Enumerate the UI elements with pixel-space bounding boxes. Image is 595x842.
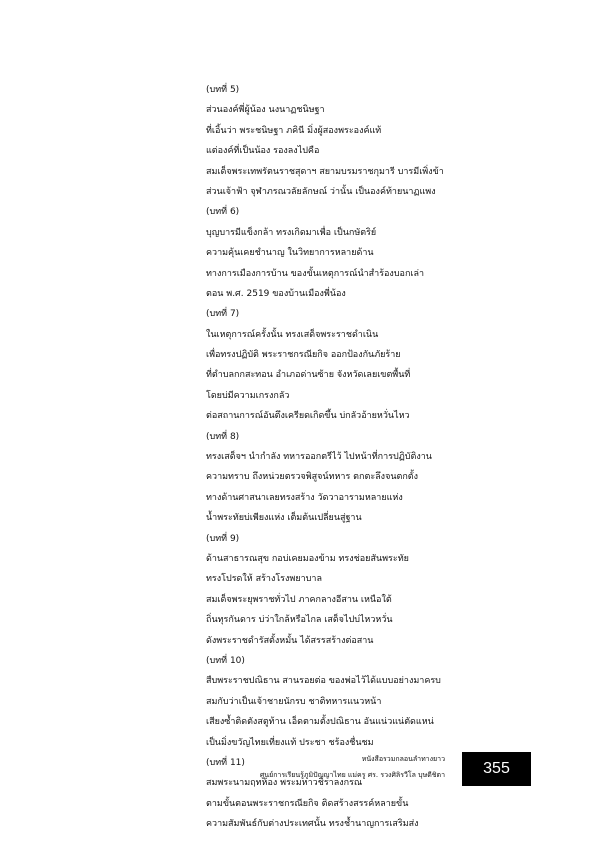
poem-line: ทางด้านศาสนาเลยทรงสร้าง วัดวาอารามหลายแห่ง	[206, 492, 403, 503]
page-number-box	[462, 752, 531, 786]
poem-line: ส่วนองค์พี่ผู้น้อง นงนาฏชนิษฐา	[206, 105, 325, 116]
poem-line: ความทราบ ถึงหน่วยตรวจพิสูจน์ทหาร ตกตะลึงจนตกตั้ง	[206, 472, 419, 483]
poem-line: สมเด็จพระเทพรัตนราชสุดาฯ สยามบรมราชกุมารี บารมีเพิ่งข้า	[206, 166, 444, 177]
poem-line: (บทที่ 6)	[206, 207, 240, 218]
poem-line: (บทที่ 7)	[206, 309, 240, 320]
poem-line: เป็นมิ่งขวัญไทยเที่ยงแท้ ประชา ชร้องชื่นชม	[206, 737, 374, 748]
poem-line: ทรงเสด็จฯ นำกำลัง ทหารออกตรีไว้ ไปหน้าที่การปฏิบัติงาน	[206, 452, 432, 463]
poem-line: (บทที่ 8)	[206, 431, 240, 442]
footer-organization: ศูนย์การเรียนรู้ภูมิปัญญาไทย แม่ครู ศร. รวงศิลิรวีโล บุษดีชิตา	[259, 771, 445, 779]
poem-body	[206, 80, 506, 834]
poem-line: (บทที่ 9)	[206, 533, 240, 544]
poem-line: สืบพระราชปณิธาน สานรอยต่อ ของพ่อไว้ได้แบบอย่างมาครบ	[206, 676, 441, 687]
poem-line: สมกับว่าเป็นเจ้าชายนักรบ ชาติทหารแนวหน้า	[206, 696, 382, 707]
poem-line: ทางการเมืองการบ้าน ของขั้นเหตุการณ์นำสำร้องบอกเล่า	[206, 268, 425, 279]
poem-line: ต่อสถานการณ์อันตึงเครียดเกิดขึ้น บ่กลัวอ้ายหวั่นไหว	[206, 411, 410, 422]
poem-line: โดยบ่มีความเกรงกลัว	[206, 390, 290, 401]
footer-book-title: หนังสือรวมกลอนลำทางยาว	[361, 755, 445, 763]
poem-line: เสียงซ้ำติดตังสตูท้าน เอ็ดตามตั้งปณิธาน อันแน่วแน่ตัดแหน่	[206, 717, 434, 728]
poem-line: บุญบารมีแข็งกล้า ทรงเกิดมาเพื่อ เป็นกษัตริย์	[206, 227, 377, 238]
poem-line: ส่วนเจ้าฟ้า จุฬาภรณวลัยลักษณ์ ว่านั้น เป็นองค์ท้ายนาฏแพง	[206, 186, 436, 197]
poem-line: ความคุ้นเคยชำนาญ ในวิทยาการหลายด้าน	[206, 248, 374, 259]
poem-line: ความสัมพันธ์กับต่างประเทศนั้น ทรงช้ำนาญการเสริมส่ง	[206, 819, 419, 830]
poem-line: แต่องค์ที่เป็นน้อง รองลงไปคือ	[206, 146, 320, 157]
poem-line: ในเหตุการณ์ครั้งนั้น ทรงเสด็จพระราชดำเนิน	[206, 329, 379, 340]
page-number: 355	[483, 760, 510, 777]
poem-line: เพื่อทรงปฏิบัติ พระราชกรณียกิจ ออกป้องกันภัยร้าย	[206, 350, 401, 361]
poem-line: ที่ตำบลกกสะทอน อำเภอด่านซ้าย จังหวัดเลยเขตพื้นที่	[206, 370, 411, 381]
poem-line: ทรงโปรดให้ สร้างโรงพยาบาล	[206, 574, 322, 585]
poem-line: น้ำพระทัยบ่เพียงแห่ง เต็มต้นเปลี่ยนสู่ฐาน	[206, 513, 362, 524]
poem-line: ที่เอิ้นว่า พระชนิษฐา ภคินี มิ่งผู้สองพระองค์แท้	[206, 125, 382, 136]
poem-line: สมพระนามฤทห้อง พระมหาวชิราลงกรณ	[206, 778, 363, 789]
poem-line: (บทที่ 11)	[206, 757, 245, 768]
poem-line: (บทที่ 5)	[206, 85, 240, 95]
poem-line: ดังพระราชดำรัสตั้งหมั้น ได้สรรสร้างต่อสาน	[206, 635, 374, 646]
poem-line: ด้านสาธารณสุข กอบ่เคยมองข้าม ทรงช่อยสันพระทัย	[206, 553, 409, 564]
poem-line: สมเด็จพระยุพราชทั่วไป ภาคกลางอีสาน เหนือใต้	[206, 594, 392, 605]
poem-line: ตอน พ.ศ. 2519 ของบ้านเมืองพี่น้อง	[206, 288, 346, 299]
poem-line: (บทที่ 10)	[206, 655, 245, 666]
poem-line: ถิ่นทุรกันดาร บ่ว่าใกล้หรือไกล เสด็จไปบ่ไหวหวั่น	[206, 615, 393, 626]
poem-line: ตามขั้นตอนพระราชกรณียกิจ ติดสร้างสรรค์หลายขั้น	[206, 798, 409, 809]
